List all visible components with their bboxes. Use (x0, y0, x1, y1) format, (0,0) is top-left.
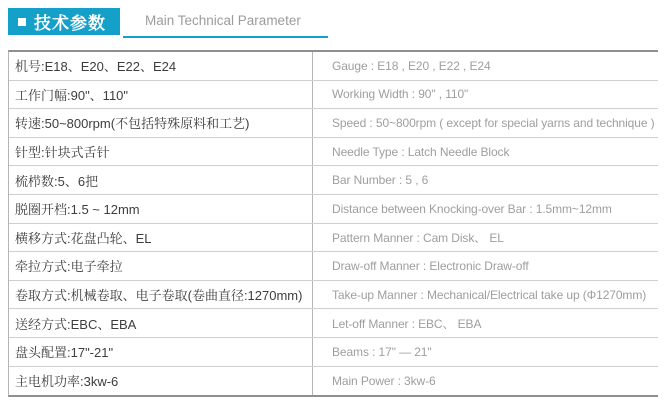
square-bullet-icon (18, 18, 26, 26)
table-row (9, 166, 658, 195)
section-title-badge (8, 8, 120, 35)
section-title-cn: 技术参数 (34, 14, 106, 33)
param-cn-cell: 牵拉方式:电子牵拉 (9, 252, 313, 280)
param-cn-cell: 送经方式:EBC、EBA (9, 309, 313, 337)
param-cn-cell: 针型:针块式舌针 (9, 138, 313, 166)
section-header (0, 0, 666, 46)
table-row (9, 224, 658, 253)
param-cn-cell: 横移方式:花盘凸轮、EL (9, 224, 313, 252)
section-title-en: Main Technical Parameter (145, 13, 301, 28)
param-cn-cell: 梳栉数:5、6把 (9, 166, 313, 194)
param-en-cell: Gauge : E18 , E20 , E22 , E24 (332, 58, 491, 73)
param-en-cell: Bar Number : 5 , 6 (332, 173, 429, 188)
param-cn-cell: 卷取方式:机械卷取、电子卷取(卷曲直径:1270mm) (9, 281, 313, 309)
param-cn-cell: 主电机功率:3kw-6 (9, 367, 313, 396)
table-row (9, 195, 658, 224)
param-cn-cell: 机号:E18、E20、E22、E24 (9, 52, 313, 80)
param-en-cell: Take-up Manner : Mechanical/Electrical take up (Φ1270mm) (332, 287, 647, 302)
accent-underline (123, 36, 328, 38)
param-cn-cell: 脱圈开档:1.5 ~ 12mm (9, 195, 313, 223)
table-row (9, 138, 658, 167)
param-en-cell: Draw-off Manner : Electronic Draw-off (332, 258, 529, 273)
table-row (9, 52, 658, 81)
table-row (9, 367, 658, 396)
table-row (9, 81, 658, 110)
param-cn-cell: 工作门幅:90"、110" (9, 81, 313, 109)
table-row (9, 338, 658, 367)
parameter-table (8, 50, 658, 397)
table-row (9, 109, 658, 138)
param-en-cell: Working Width : 90" , 110" (332, 87, 469, 102)
param-en-cell: Main Power : 3kw-6 (332, 373, 436, 388)
table-row (9, 309, 658, 338)
param-en-cell: Distance between Knocking-over Bar : 1.5mm~12mm (332, 201, 612, 216)
param-en-cell: Pattern Manner : Cam Disk、 EL (332, 230, 504, 245)
param-en-cell: Needle Type : Latch Needle Block (332, 144, 510, 159)
table-row (9, 281, 658, 310)
param-en-cell: Speed : 50~800rpm ( except for special yarns and technique ) (332, 115, 655, 130)
param-en-cell: Beams : 17" — 21" (332, 344, 432, 359)
param-cn-cell: 盘头配置:17"-21" (9, 338, 313, 366)
param-cn-cell: 转速:50~800rpm(不包括特殊原料和工艺) (9, 109, 313, 137)
table-row (9, 252, 658, 281)
param-en-cell: Let-off Manner : EBC、 EBA (332, 316, 482, 331)
